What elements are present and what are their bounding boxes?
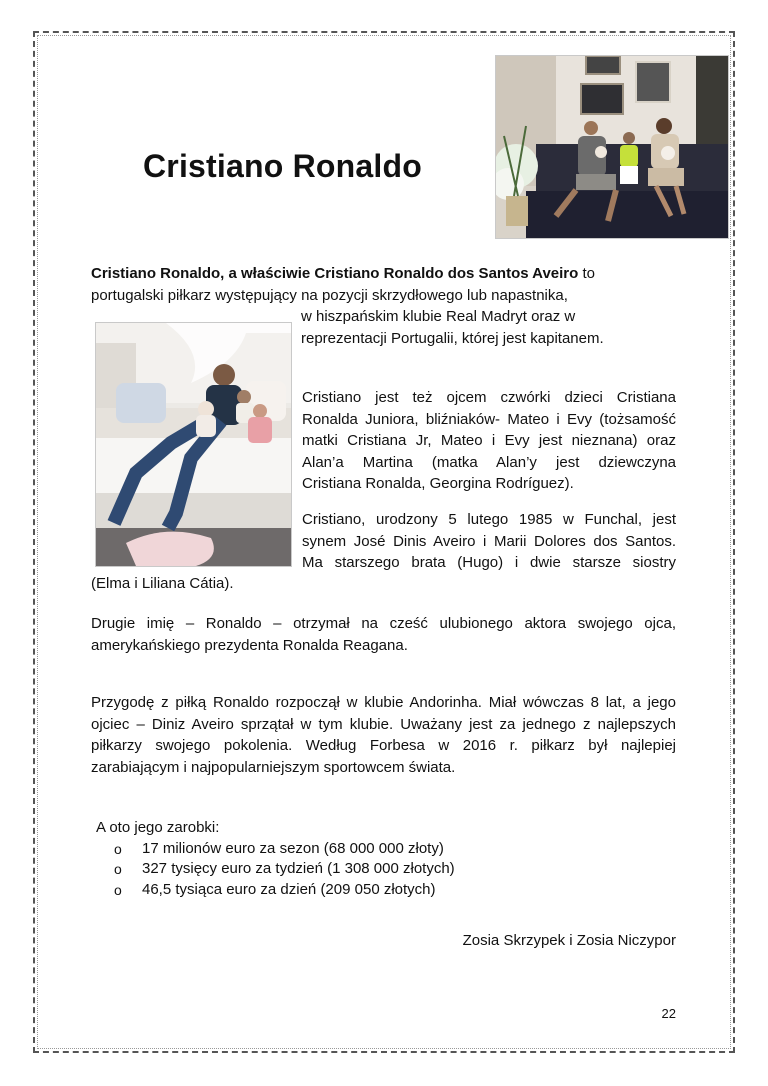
career-line: ojciec – Diniz Aveiro sprzątał w tym klubie. Uważany jest za jednego z najlepszych — [91, 715, 676, 733]
birth-paragraph-end — [91, 573, 234, 595]
children-line: Alan’a Martina (matka Alan’y jest dziewczyna — [302, 453, 676, 471]
intro-line-2: portugalski piłkarz występujący na pozycji skrzydłowego lub napastnika, — [91, 286, 568, 304]
family-photo-living-room — [495, 55, 729, 239]
list-item — [96, 880, 455, 901]
career-line: Przygodę z piłką Ronaldo rozpoczął w klubie Andorinha. Miał wówczas 8 lat, a jego — [91, 694, 676, 711]
earnings-section — [96, 818, 455, 900]
intro-line-1 — [91, 263, 681, 285]
earnings-item-text: 17 milionów euro za sezon (68 000 000 złoty) — [142, 839, 444, 857]
page-title: Cristiano Ronaldo — [143, 148, 422, 184]
birth-line: (Elma i Liliana Cátia). — [91, 575, 234, 592]
name-origin-paragraph — [91, 613, 676, 656]
bullet-circle-icon: o — [114, 861, 122, 877]
full-name-bold: Cristiano Ronaldo, a właściwie Cristiano Ronaldo dos Santos Aveiro — [91, 265, 579, 282]
children-line: Ronalda Juniora, bliźniaków- Mateo i Evy (tożsamość — [302, 410, 676, 428]
birth-paragraph — [302, 509, 676, 574]
birth-line: Cristiano, urodzony 5 lutego 1985 w Funchal, jest — [302, 511, 676, 528]
list-item — [96, 839, 455, 860]
birth-line: synem José Dinis Aveiro i Marii Dolores dos Santos. — [302, 532, 676, 550]
name-line: amerykańskiego prezydenta Ronalda Reagana. — [91, 636, 408, 654]
intro-line-3: w hiszpańskim klubie Real Madryt oraz w — [301, 308, 576, 325]
author-signature: Zosia Skrzypek i Zosia Niczypor — [462, 932, 676, 949]
intro-line-1-rest: to — [578, 265, 595, 282]
father-with-children-photo — [95, 322, 292, 567]
children-line: Cristiana Ronalda, Georgina Rodríguez). — [302, 475, 574, 492]
career-line: zarabiającym i najpopularniejszym sportowcem świata. — [91, 758, 456, 776]
career-line: piłkarzy swojego pokolenia. Według Forbesa w 2016 r. piłkarz był najlepiej — [91, 737, 676, 754]
page-number: 22 — [661, 1006, 676, 1021]
earnings-item-text: 46,5 tysiąca euro za dzień (209 050 złotych) — [142, 880, 436, 898]
earnings-item-text: 327 tysięcy euro za tydzień (1 308 000 złotych) — [142, 860, 455, 877]
name-line: Drugie imię – Ronaldo – otrzymał na cześć ulubionego aktora swojego ojca, — [91, 615, 676, 632]
earnings-list — [96, 839, 455, 901]
bullet-circle-icon: o — [114, 840, 122, 857]
bullet-circle-icon: o — [114, 881, 122, 898]
career-paragraph — [91, 692, 676, 778]
intro-line-4: reprezentacji Portugalii, której jest kapitanem. — [301, 329, 604, 347]
birth-line: Ma starszego brata (Hugo) i dwie starsze siostry — [302, 554, 676, 571]
children-line: matki Cristiana Jr, Mateo i Evy jest nieznana) oraz — [302, 432, 676, 449]
earnings-intro: A oto jego zarobki: — [96, 819, 220, 836]
children-paragraph — [302, 387, 676, 495]
list-item — [96, 859, 455, 880]
children-line: Cristiano jest też ojcem czwórki dzieci Cristiana — [302, 389, 676, 406]
